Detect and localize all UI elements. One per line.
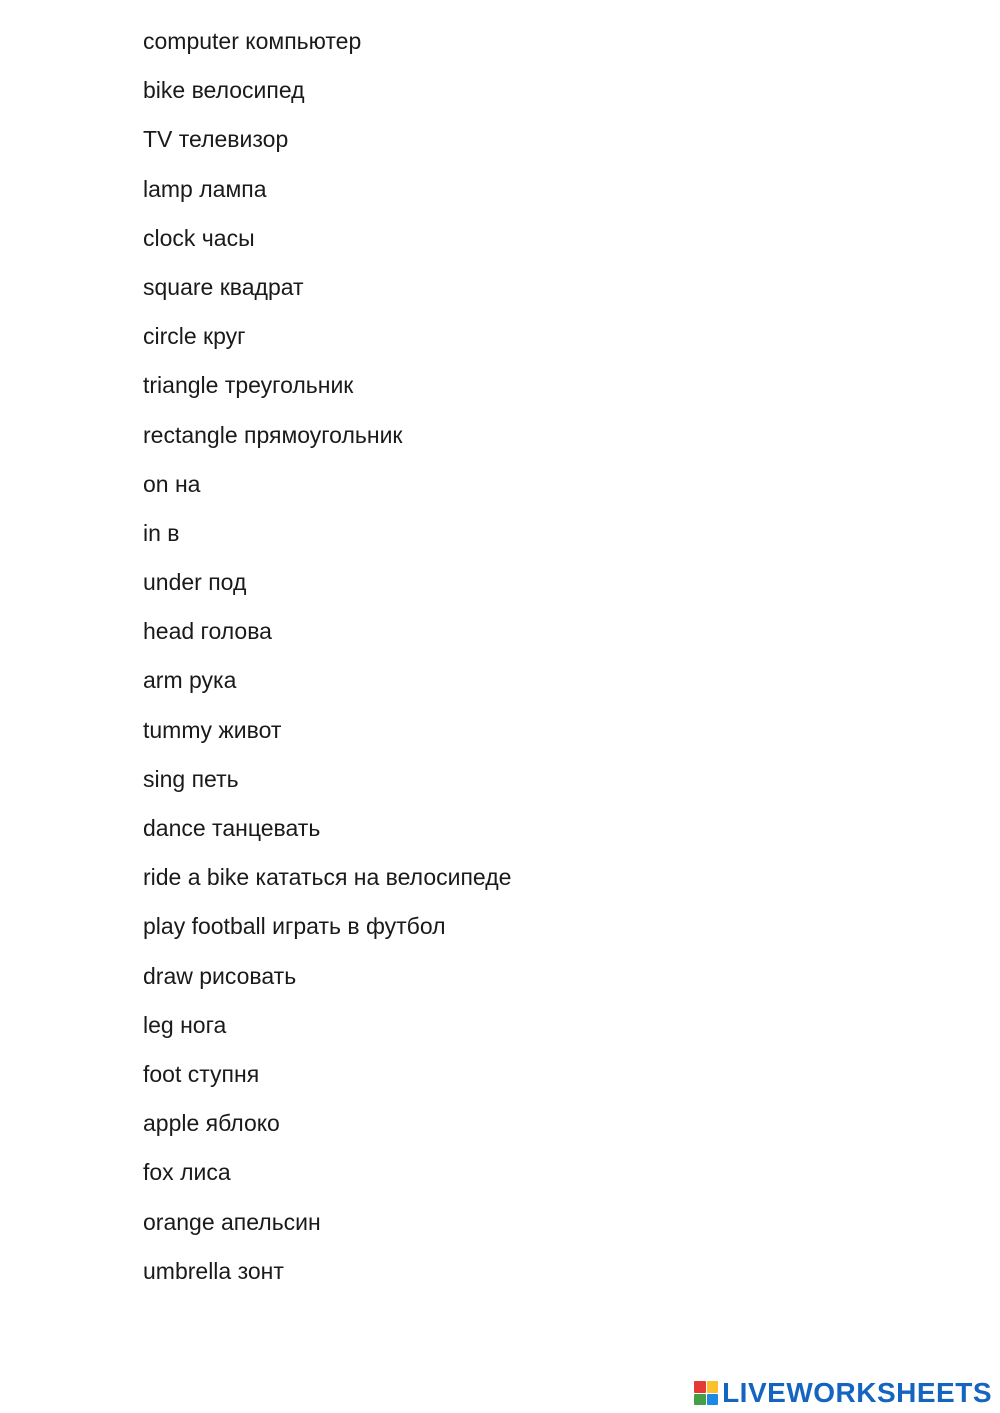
logo-square-red xyxy=(694,1381,706,1393)
vocabulary-item: clock часы xyxy=(143,224,255,251)
vocabulary-item: lamp лампа xyxy=(143,175,267,202)
vocabulary-item: umbrella зонт xyxy=(143,1257,284,1284)
liveworksheets-branding xyxy=(694,1377,992,1409)
vocabulary-list xyxy=(143,22,511,1301)
logo-square-green xyxy=(694,1394,706,1406)
vocabulary-item: apple яблоко xyxy=(143,1110,280,1137)
vocabulary-item: arm рука xyxy=(143,667,237,694)
vocabulary-item: square квадрат xyxy=(143,273,304,300)
liveworksheets-logo-icon xyxy=(694,1381,718,1405)
vocabulary-item: foot ступня xyxy=(143,1060,260,1087)
logo-square-blue xyxy=(707,1394,719,1406)
vocabulary-item: play football играть в футбол xyxy=(143,913,446,940)
vocabulary-item: bike велосипед xyxy=(143,77,305,104)
vocabulary-item: fox лиса xyxy=(143,1159,231,1186)
vocabulary-item: leg нога xyxy=(143,1011,227,1038)
vocabulary-item: dance танцевать xyxy=(143,815,321,841)
vocabulary-item: triangle треугольник xyxy=(143,372,354,399)
vocabulary-item: computer компьютер xyxy=(143,28,362,54)
vocabulary-item: draw рисовать xyxy=(143,962,297,989)
vocabulary-item: TV телевизор xyxy=(143,126,289,153)
vocabulary-item: in в xyxy=(143,519,180,546)
vocabulary-item: tummy живот xyxy=(143,716,282,743)
vocabulary-item: sing петь xyxy=(143,765,239,792)
vocabulary-item: ride a bike кататься на велосипеде xyxy=(143,864,512,891)
vocabulary-item: under под xyxy=(143,569,247,596)
vocabulary-item: on на xyxy=(143,470,201,497)
logo-square-yellow xyxy=(707,1381,719,1393)
vocabulary-item: rectangle прямоугольник xyxy=(143,421,403,448)
vocabulary-item: head голова xyxy=(143,618,272,645)
liveworksheets-wordmark: LIVEWORKSHEETS xyxy=(722,1377,992,1408)
vocabulary-item: orange апельсин xyxy=(143,1208,321,1235)
vocabulary-item: circle круг xyxy=(143,323,246,350)
